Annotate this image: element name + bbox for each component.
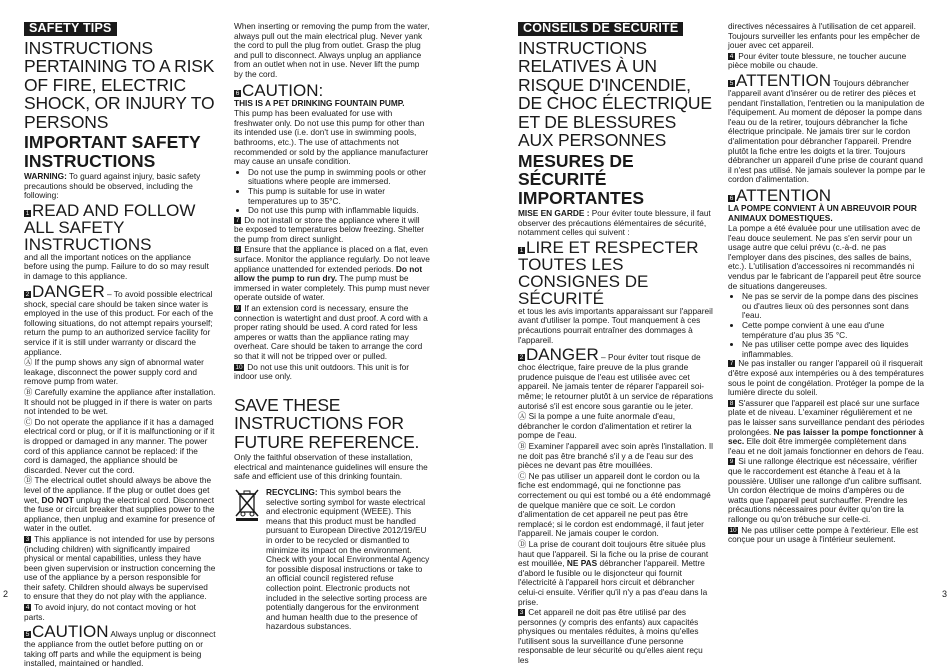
save-instructions-text: Only the faithful observation of these installation, electrical and maintenance guidelines will ensure the safe and efficient use of this drinking fountain. bbox=[234, 452, 428, 482]
save-instructions-heading: SAVE THESE INSTRUCTIONS FOR FUTURE REFERENCE. bbox=[234, 394, 420, 452]
section-1-heading bbox=[24, 202, 216, 253]
item-b-fr: Ⓑ Examiner l'appareil avec soin après l'installation. Il ne doit pas être branché s'il y a de l'eau sur des pièces ne devant pas être mouillées. bbox=[518, 441, 714, 471]
section-8-text-1: Ensure that the appliance is placed on a flat, even surface. Monitor the appliance regularly. Do not leave appliance unattended for extended periods. bbox=[234, 244, 430, 274]
section-3-text-fr: Cet appareil ne doit pas être utilisé par des personnes (y compris des enfants) aux capacités physiques ou mentales réduites, à moins qu'elles l'utilisent sous la surveillance d'une personne responsable de leur sécurité ou qu'elles aient reçu les bbox=[518, 607, 703, 666]
warning-paragraph-fr bbox=[518, 209, 714, 238]
section-10 bbox=[234, 363, 430, 382]
section-4-number: 4 bbox=[25, 604, 30, 612]
section-5 bbox=[24, 623, 216, 669]
warning-text: To guard against injury, basic safety precautions should be observed, including the following: bbox=[24, 171, 201, 201]
section-2-text-fr: – Pour éviter tout risque de choc électrique, faire preuve de la plus grande prudence puisque de l'eau est utilisée avec cet appareil. Ne jamais tenter de réparer l'appareil soi-même; le retourner plutôt à un service de réparations autorisé s'il est encore sous garantie ou le jeter. bbox=[518, 352, 714, 411]
section-8-text-1-fr: S'assurer que l'appareil est placé sur une surface plate et de niveau. L'examiner régulièrement et ne pas le laisser sans surveillance pendant des périodes prolongées. bbox=[728, 397, 925, 437]
section-5-number: 5 bbox=[25, 631, 30, 639]
section-1-heading-text-fr: LIRE ET RESPECTER TOUTES LES CONSIGNES DE SÉCURITÉ bbox=[518, 237, 699, 308]
section-7-number-fr: 7 bbox=[729, 360, 734, 368]
section-10-text: Do not use this unit outdoors. This unit is for indoor use only. bbox=[234, 361, 410, 382]
section-8-text-2: The pump must be immersed in water completely. This pump must never operate outside of water. bbox=[234, 273, 430, 303]
warning-paragraph bbox=[24, 172, 216, 201]
section-5-text-fr: Toujours débrancher l'appareil avant d'insérer ou de retirer des pièces et pendant l'installation, l'entretien ou la manipulation de l'équipement. Au moment de déposer la pompe dans l'eau ou de la retirer, toujours débrancher la fiche électrique principale. Ne jamais tirer sur le cordon d'alimentation pour débrancher l'appareil. Prendre plutôt la fiche entre les doigts et la tirer. Toujours débrancher un appareil d'une prise de courant quand il n'est pas utilisé. Ne jamais soulever la pompe par le cordon d'alimentation. bbox=[728, 77, 926, 185]
section-6-heading-text-fr: ATTENTION bbox=[736, 185, 832, 205]
item-d bbox=[24, 476, 216, 534]
main-title: INSTRUCTIONS PERTAINING TO A RISK OF FIRE, ELECTRIC SHOCK, OR INJURY TO PERSONS bbox=[24, 37, 215, 132]
section-6-text-fr: La pompe a été évaluée pour une utilisation avec de l'eau douce seulement. Ne pas s'en servir pour un usage autre que celui prévu (c.-à-d. ne pas l'employer dans des piscines, des salles de bains, etc.). L'utilisation d'accessoires ni recommandés ni vendus par le fabricant de l'appareil peut être source de situations dangereuses. bbox=[728, 223, 921, 291]
section-8-number: 8 bbox=[235, 246, 240, 254]
section-6-heading-fr bbox=[728, 187, 926, 204]
section-9-text-fr: Si une rallonge électrique est nécessaire, vérifier que le raccordement est étanche à l'eau et à la poussière. Utiliser une rallonge d'un calibre suffisant. Un cordon électrique de moins d'ampères ou de watts que l'appareil peut surchauffer. Prendre les précautions nécessaires pour éviter qu'on tire la rallonge ou qu'on trébuche sur celle-ci. bbox=[728, 456, 922, 524]
section-6-text: This pump has been evaluated for use with freshwater only. Do not use this pump for other than its intended use (i.e. don't use in swimming pools, bathrooms, etc.). The use of attachments not recommended or sold by the appliance manufacturer may cause an unsafe condition. bbox=[234, 108, 429, 167]
section-8-bold-fr: Ne pas laisser la pompe fonctionner à sec. bbox=[728, 426, 924, 447]
section-7-text-fr: Ne pas installer ou ranger l'appareil où il risquerait d'être exposé aux intempéries ou à des températures sous le point de congélation. Protéger la pompe de la lumière directe du soleil. bbox=[728, 358, 925, 398]
continued-paragraph-fr: directives nécessaires à l'utilisation de cet appareil. Toujours surveiller les enfants pour les empêcher de jouer avec cet appareil. bbox=[728, 21, 920, 51]
section-5-fr bbox=[728, 72, 926, 185]
section-5-heading: CAUTION bbox=[32, 622, 109, 642]
section-3-number: 3 bbox=[25, 535, 30, 543]
section-6-bullets-fr bbox=[728, 292, 926, 359]
section-8-text-2-fr: Elle doit être immergée complètement dans l'eau et ne doit jamais fonctionner en dehors de l'eau. bbox=[728, 436, 924, 456]
item-a: Ⓐ If the pump shows any sign of abnormal water leakage, disconnect the power supply cord and remove pump from water. bbox=[24, 357, 204, 387]
section-8-fr bbox=[728, 399, 926, 457]
section-1-number: 1 bbox=[25, 209, 30, 217]
column-left bbox=[24, 22, 216, 670]
section-1-text-fr: et tous les avis importants apparaissant sur l'appareil avant d'utiliser la pompe. Tout manquement à ces précautions pourrait entraîner des dommages à l'appareil. bbox=[518, 305, 713, 345]
section-1-number-fr: 1 bbox=[519, 246, 524, 254]
section-2-heading: DANGER bbox=[32, 281, 105, 301]
section-4 bbox=[24, 603, 216, 622]
section-5-heading-fr: ATTENTION bbox=[736, 70, 832, 90]
section-6-bullets bbox=[234, 168, 430, 216]
section-4-text-fr: Pour éviter toute blessure, ne toucher aucune pièce mobile ou chaude. bbox=[728, 50, 907, 71]
item-d-bold: DO NOT bbox=[41, 494, 74, 505]
section-2-text: – To avoid possible electrical shock, special care should be taken since water is employed in the use of this product. For each of the following situations, do not attempt repairs yourself; return the pump to an authorized service facility for service if it is still under warranty or discard the appliance. bbox=[24, 288, 214, 357]
section-2-heading-fr: DANGER bbox=[526, 345, 599, 365]
item-d-bold-fr: NE PAS bbox=[566, 558, 598, 569]
section-3-text: This appliance is not intended for use by persons (including children) with significantly impaired physical or mental capabilities, unless they have been given supervision or instruction concerning the use of the appliance by a person responsible for their safety. Children should always be supervised to ensure that they do not play with the appliance. bbox=[24, 533, 216, 602]
section-badge-fr: CONSEILS DE SÉCURITÉ bbox=[518, 22, 683, 36]
bullet-item: • This pump is suitable for use in water temperatures up to 35°C. bbox=[248, 187, 430, 206]
item-d-text-1: Ⓓ The electrical outlet should always be above the level of the appliance. If the plug or outlet does get wet, bbox=[24, 475, 212, 505]
section-2-fr bbox=[518, 346, 714, 411]
pump-handling-paragraph: When inserting or removing the pump from the water, always pull out the main electrical plug. Never yank the cord to pull the plug from outlet. Grasp the plug and pull to disconnect. Always unplug an appliance from an outlet when not in use. Never lift the pump by the cord. bbox=[234, 21, 430, 79]
column-middle bbox=[234, 22, 430, 632]
item-c: Ⓒ Do not operate the appliance if it has a damaged electrical cord or plug, or if it is malfunctioning or if it is dropped or damaged in any manner. The power cord of this appliance cannot be replaced: if the cord is damaged, the appliance should be discarded. Never cut the cord. bbox=[24, 416, 215, 475]
item-d-fr bbox=[518, 540, 714, 607]
recycling-block bbox=[234, 488, 430, 632]
section-6-number-fr: 6 bbox=[729, 194, 734, 202]
warning-text-fr: Pour éviter toute blessure, il faut observer des précautions élémentaires de sécurité, notamment celles qui suivent : bbox=[518, 208, 711, 238]
item-b: Ⓑ Carefully examine the appliance after installation. It should not be plugged in if there is water on parts not intended to be wet. bbox=[24, 387, 216, 417]
section-8-number-fr: 8 bbox=[729, 399, 734, 407]
recycling-text bbox=[266, 488, 430, 632]
section-2-number: 2 bbox=[25, 290, 30, 298]
section-1-text: and all the important notices on the appliance before using the pump. Failure to do so may result in damage to this appliance. bbox=[24, 251, 209, 282]
section-10-number-fr: 10 bbox=[729, 526, 737, 534]
section-4-number-fr: 4 bbox=[729, 52, 734, 60]
section-9-number-fr: 9 bbox=[729, 458, 734, 466]
section-9-fr bbox=[728, 457, 926, 524]
section-6-subheading: THIS IS A PET DRINKING FOUNTAIN PUMP. bbox=[234, 97, 405, 108]
bullet-item: • Ne pas utiliser cette pompe avec des liquides inflammables. bbox=[742, 340, 926, 359]
section-6-heading-text: CAUTION: bbox=[242, 80, 324, 100]
item-d-text-1-fr: Ⓓ La prise de courant doit toujours être située plus haut que l'appareil. Si la fiche ou la prise de courant est mouillée, bbox=[518, 538, 709, 569]
item-d-text-2: unplug the electrical cord. Disconnect the fuse or circuit breaker that supplies power to the appliance, then unplug and examine for presence of water in the outlet. bbox=[24, 494, 215, 534]
page-number-left: 2 bbox=[3, 589, 9, 599]
section-9-text: If an extension cord is necessary, ensure the connection is watertight and dust proof. A cord with a proper rating should be used. A cord rated for less amperes or watts than the appliance rating may overheat. Care should be taken to arrange the cord so that it will not be tripped over or pulled. bbox=[234, 303, 428, 361]
column-right-b bbox=[728, 22, 926, 546]
item-a-fr: Ⓐ Si la pompe a une fuite anormale d'eau, débrancher le cordon d'alimentation et retirer la pompe de l'eau. bbox=[518, 411, 692, 441]
section-5-text: Always unplug or disconnect the appliance from the outlet before putting on or taking off parts and while the equipment is being installed, maintained or handled. bbox=[24, 629, 216, 669]
item-d-text-2-fr: débrancher l'appareil. Mettre d'abord le fusible ou le disjoncteur qui fournit l'électricité à l'appareil hors circuit et débrancher celui-ci ensuite. Vérifier qu'il n'y a pas d'eau dans la prise. bbox=[518, 558, 708, 607]
bullet-item: • Cette pompe convient à une eau d'une température d'au plus 35 °C. bbox=[742, 321, 926, 340]
section-3 bbox=[24, 535, 216, 602]
section-10-number: 10 bbox=[235, 363, 243, 371]
warning-label-fr: MISE EN GARDE : bbox=[518, 208, 590, 219]
main-subtitle: IMPORTANT SAFETY INSTRUCTIONS bbox=[24, 132, 201, 171]
section-4-text: To avoid injury, do not contact moving or hot parts. bbox=[24, 602, 196, 622]
section-6-subheading-fr: LA POMPE CONVIENT À UN ABREUVOIR POUR ANIMAUX DOMESTIQUES. bbox=[728, 202, 917, 223]
section-9 bbox=[234, 304, 430, 362]
section-10-fr bbox=[728, 526, 926, 545]
section-7 bbox=[234, 216, 430, 245]
bullet-item: • Do not use the pump in swimming pools or other situations where people are immersed. bbox=[248, 168, 430, 187]
section-10-text-fr: Ne pas utiliser cette pompe à l'extérieur. Elle est conçue pour un usage à l'intérieur seulement. bbox=[728, 524, 919, 545]
section-3-fr bbox=[518, 608, 714, 666]
main-subtitle-fr: MESURES DE SÉCURITÉ IMPORTANTES bbox=[518, 150, 645, 208]
section-7-fr bbox=[728, 359, 926, 397]
section-2 bbox=[24, 283, 216, 358]
bullet-item: • Ne pas se servir de la pompe dans des piscines ou d'autres lieux où des personnes sont dans l'eau. bbox=[742, 292, 926, 321]
section-1-heading-fr bbox=[518, 239, 714, 307]
recycling-body: This symbol bears the selective sorting symbol for waste electrical and electronic equipment (WEEE). This means that this product must be handled pursuant to European Directive 2012/19/EU in order to be recycled or dismantled to minimize its impact on the environment. Check with your local Environmental Agency for possible disposal instructions or take to an official council registered refuse collection point. Electronic products not included in the selective sorting process are potentially dangerous for the environment and human health due to the presence of hazardous substances. bbox=[266, 487, 430, 632]
section-2-number-fr: 2 bbox=[519, 354, 524, 362]
section-8 bbox=[234, 245, 430, 303]
section-6-number: 6 bbox=[235, 89, 240, 97]
page-number-right: 3 bbox=[941, 589, 947, 599]
section-1-heading-text: READ AND FOLLOW ALL SAFETY INSTRUCTIONS bbox=[24, 200, 196, 254]
warning-label: WARNING: bbox=[24, 171, 67, 182]
section-7-number: 7 bbox=[235, 216, 240, 224]
section-8-bold: Do not allow the pump to run dry. bbox=[234, 263, 423, 284]
section-5-number-fr: 5 bbox=[729, 79, 734, 87]
bullet-item: • Do not use this pump with inflammable liquids. bbox=[248, 206, 430, 216]
main-title-fr: INSTRUCTIONS RELATIVES À UN RISQUE D'INCENDIE, DE CHOC ÉLECTRIQUE ET DE BLESSURES AUX PERSONNES bbox=[518, 37, 712, 151]
section-6-heading bbox=[234, 82, 430, 99]
section-9-number: 9 bbox=[235, 305, 240, 313]
column-right-a bbox=[518, 22, 714, 667]
section-7-text: Do not install or store the appliance where it will be exposed to temperatures below freezing. Shelter the pump from direct sunlight. bbox=[234, 214, 425, 244]
weee-bin-icon bbox=[234, 488, 260, 522]
section-4-fr bbox=[728, 52, 926, 71]
item-c-fr: Ⓒ Ne pas utiliser un appareil dont le cordon ou la fiche est endommagé, qui ne fonctionne pas correctement ou qui est tombé ou a été endommagé de quelque manière que ce soit. Le cordon d'alimentation de cet appareil ne peut pas être remplacé; si le cordon est endommagé, il faut jeter l'appareil. Ne jamais couper le cordon. bbox=[518, 470, 711, 539]
section-3-number-fr: 3 bbox=[519, 609, 524, 617]
recycling-label: RECYCLING: bbox=[266, 487, 318, 498]
section-badge: SAFETY TIPS bbox=[24, 22, 117, 36]
